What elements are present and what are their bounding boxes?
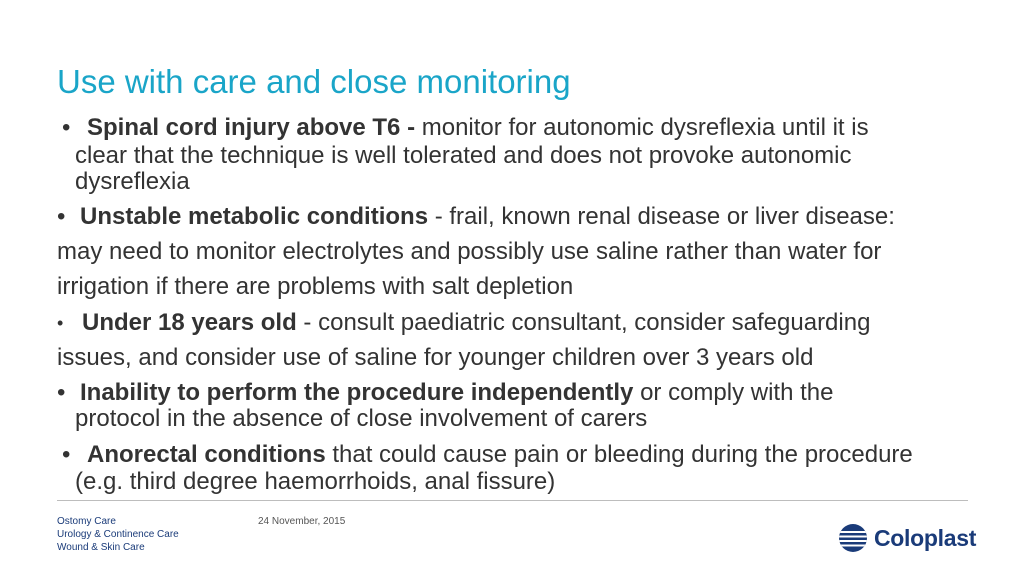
bullet-3-line-1 — [82, 309, 870, 337]
footer-category: Ostomy Care — [57, 516, 116, 527]
bullet-1-line-3: dysreflexia — [75, 168, 190, 195]
bullet-marker: • — [57, 313, 64, 333]
bullet-2-line-3: irrigation if there are problems with salt depletion — [57, 273, 574, 300]
bullet-2-bold: Unstable metabolic conditions — [80, 203, 429, 230]
bullet-4-line-2: protocol in the absence of close involvement of carers — [75, 405, 648, 432]
bullet-4-text: or comply with the — [633, 379, 834, 406]
bullet-marker: • — [62, 114, 71, 141]
bullet-4-bold: Inability to perform the procedure independently — [80, 379, 634, 406]
footer-categories — [57, 515, 179, 554]
bullet-5-line-1 — [87, 441, 913, 469]
slide-title: Use with care and close monitoring — [57, 63, 571, 100]
bullet-marker: • — [57, 379, 66, 406]
coloplast-logo-icon — [838, 523, 868, 553]
bullet-5-line-2: (e.g. third degree haemorrhoids, anal fissure) — [75, 468, 556, 495]
bullet-1-line-2: clear that the technique is well tolerated and does not provoke autonomic — [75, 142, 852, 169]
bullet-1-bold: Spinal cord injury above T6 - — [87, 114, 416, 141]
bullet-1-text: monitor for autonomic dysreflexia until it is — [415, 114, 869, 141]
bullet-5-text: that could cause pain or bleeding during the procedure — [325, 441, 913, 468]
bullet-5-bold: Anorectal conditions — [87, 441, 326, 468]
bullet-2-text: - frail, known renal disease or liver disease: — [428, 203, 895, 230]
footer-category: Wound & Skin Care — [57, 542, 145, 553]
bullet-marker: • — [62, 441, 71, 468]
bullet-3-line-2: issues, and consider use of saline for younger children over 3 years old — [57, 344, 814, 371]
bullet-1-line-1 — [87, 114, 869, 142]
footer-category: Urology & Continence Care — [57, 529, 179, 540]
bullet-2-line-1 — [80, 203, 895, 231]
bullet-2-line-2: may need to monitor electrolytes and possibly use saline rather than water for — [57, 238, 882, 265]
bullet-4-line-1 — [80, 379, 833, 407]
footer-divider — [57, 500, 968, 501]
bullet-3-text: - consult paediatric consultant, consider safeguarding — [296, 309, 871, 336]
coloplast-logo-text: Coloplast — [874, 525, 977, 551]
slide-date: 24 November, 2015 — [258, 516, 346, 527]
bullet-marker: • — [57, 203, 66, 230]
bullet-3-bold: Under 18 years old — [82, 309, 297, 336]
